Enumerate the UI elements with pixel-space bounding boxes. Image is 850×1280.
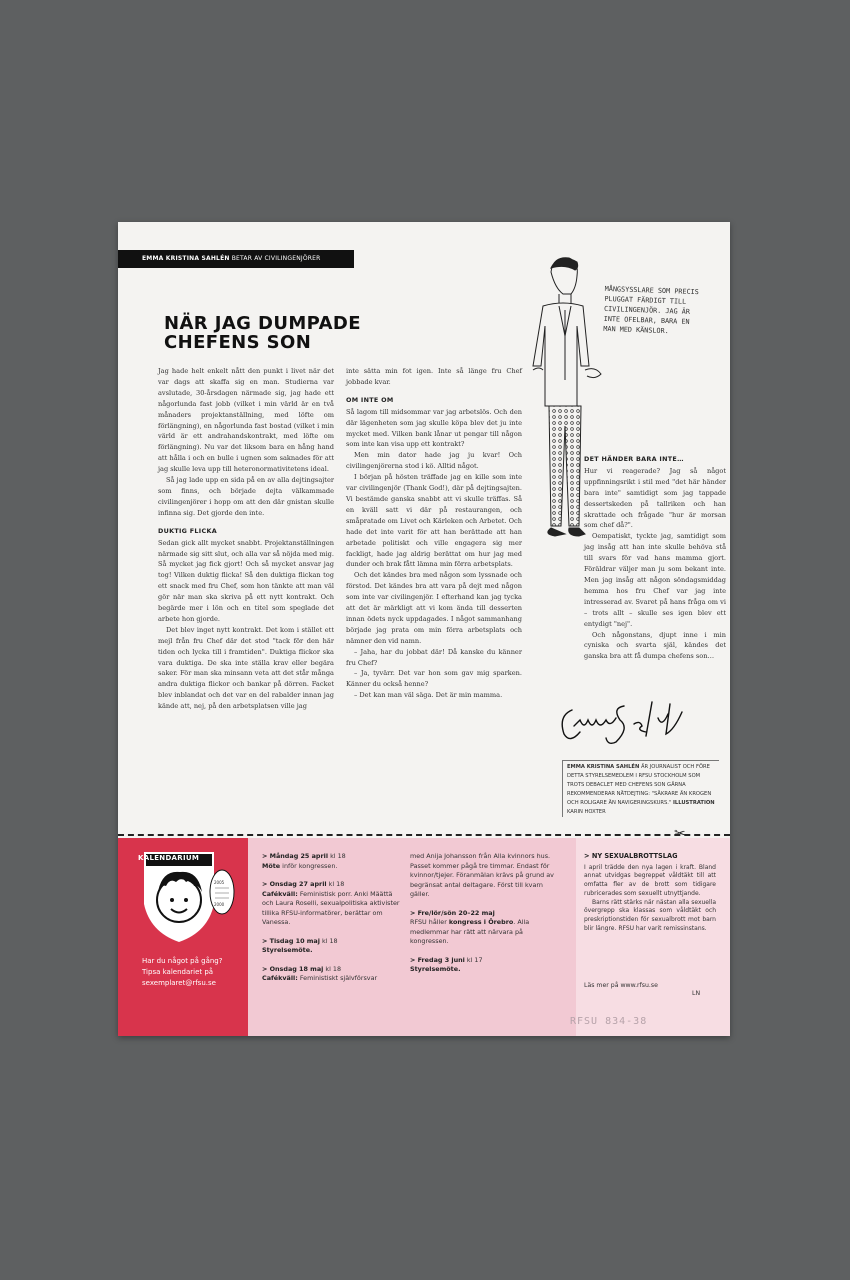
year-2005: 2005: [214, 880, 225, 885]
read-more-link[interactable]: Läs mer på www.rfsu.se: [584, 982, 658, 989]
paragraph: Det blev inget nytt kontrakt. Det kom i stället ett mejl från fru Chef där det stod "tack för den här tiden och lycka till i framtiden". Duktiga flickor ska vara duktiga. De ska inte ställa krav eller begära saker. För man ska minsann veta att det står många andra duktiga flickor och bankar på dörren. Facket blev inblandat och det var en del rabalder innan jag kände att, nej, på den arbetsplatsen ville jag: [158, 625, 334, 711]
event-date: > Tisdag 10 maj: [262, 936, 320, 945]
article-column-2: [346, 366, 522, 701]
event-item: [262, 880, 402, 928]
subheading-om-inte-om: OM INTE OM: [346, 395, 394, 404]
events-column-2: [410, 852, 560, 984]
paragraph: Oempatiskt, tyckte jag, samtidigt som jag insåg att han inte skulle behöva stå till svars för vad hans mamma gjort. Föräldrar väljer man ju som bekant inte. Men jag insåg att någon söndagsmiddag hemma hos fru Chef var jag inte intresserad av. Svaret på hans fråga om vi – trots allt – skulle ses igen blev ett entydigt "nej".: [584, 532, 726, 628]
event-time: kl 18: [323, 964, 342, 973]
paragraph: inte sätta min fot igen. Inte så länge fru Chef jobbade kvar.: [346, 367, 522, 386]
event-time: kl 18: [328, 852, 346, 860]
tip-email: sexemplaret@rfsu.se: [142, 979, 216, 987]
paragraph: Och det kändes bra med någon som lyssnade och förstod. Det kändes bra att vara på dejt med någon som inte var civilingenjör. I efterhand kan jag tycka att det är märkligt att vi kom ända till desserten innan ödets nyck uppdagades. I något sammanhang började jag prata om min förra arbetsplats och nämner den vid namn.: [346, 571, 522, 645]
event-title: Styrelsemöte.: [410, 965, 461, 973]
news-heading: > NY SEXUALBROTTSLAG: [584, 852, 678, 860]
news-column: [584, 852, 716, 934]
paragraph: Hur vi reagerade? Jag så något uppfinningsrikt i stil med "det här händer bara inte" samtidigt som jag tappade dessertskeden på tallriken och han skrattade och frågade "hur är morsan som chef då?".: [584, 466, 726, 530]
event-item: [262, 937, 402, 956]
event-desc: Feministiskt självförsvar: [297, 974, 378, 982]
paragraph: Så lagom till midsommar var jag arbetslös. Och den där lägenheten som jag skulle köpa blev det ju inte mycket med. Vilken bank lånar ut pengar till någon som inte kan visa upp ett kontrakt?: [346, 407, 522, 449]
scissors-icon: ✂: [674, 826, 686, 842]
headline-line-1: NÄR JAG DUMPADE: [164, 313, 361, 334]
paragraph: – Det kan man väl säga. Det är min mamma.: [354, 691, 503, 700]
paragraph: I början på hösten träffade jag en kille som inte var civilingenjör (Thank God!), där på dejtingsajten. Vi bestämde ganska snabbt att vi skulle träffas. Så en kväll satt vi där på restaurangen, och småpratade om Livet och Kärleken och Arbetet. Och hade det inte varit för att han berättade att han arbetade politiskt och ville engagera sig mer fackligt, hade jag aldrig berättat om hur jag med dunder och brak fått lämna min förra arbetsplats.: [346, 473, 522, 569]
event-item: [410, 909, 560, 947]
event-desc: RFSU håller: [410, 918, 449, 926]
news-signature: LN: [692, 990, 701, 997]
article-headline: [164, 314, 424, 352]
event-title: kongress i Örebro: [448, 918, 514, 926]
paragraph: Så jag lade upp en sida på en av alla dejtingsajter som finns, och började dejta välkammade civilingenjörer i hopp om att den där gnistan skulle infinna sig. Det gjorde den inte.: [158, 476, 334, 517]
news-paragraph: Barns rätt stärks när nästan alla sexuella övergrepp ska klassas som våldtäkt och preskriptionstiden för sexualbrott mot barn blir längre. RFSU har varit remissinstans.: [584, 898, 716, 933]
byline-name: EMMA KRISTINA SAHLÉN: [142, 255, 230, 262]
event-continuation: med Anija Johansson från Alla kvinnors hus. Passet kommer pågå tre timmar. Endast för kvinnor/tjejer. Föranmälan krävs på grund av begränsat antal deltagare. Först till kvarn gäller.: [410, 852, 554, 898]
event-title: Cafékväll:: [262, 889, 298, 898]
paragraph: Sedan gick allt mycket snabbt. Projektanställningen närmade sig sitt slut, och alla var så nöjda med mig. Så mycket jag fick gjort! Och så mycket ansvar jag tog! Vilken duktig flicka! Så den duktiga flickan tog ett snack med fru Chef, som hon tänkte att man väl gör när man ska skriva på ett nytt kontrakt. Och begärde mer i lön och en titel som speglade det arbete hon gjorde.: [158, 538, 334, 623]
handwritten-line: CIVILINGENJÖR. JAG ÄR: [603, 304, 691, 316]
event-date: > Onsdag 27 april: [262, 880, 327, 888]
cut-line: [118, 834, 730, 836]
event-date: > Fredag 3 juni: [410, 955, 465, 964]
author-signature: [554, 696, 694, 752]
bio-text: ÄR JOURNALIST OCH FÖRE DETTA STYRELSEMEDLEM I RFSU STOCKHOLM SOM TROTS DEBACLET MED CHEFENS SON GÄRNA REKOMMENDERAR NÄTDEJTING: "SÄKRARE ÄN KROGEN OCH ROLIGARE ÄN NAVIGERINGSKURS.": [567, 764, 712, 806]
event-item: [262, 852, 402, 871]
article-column-1: [158, 366, 334, 712]
event-title: Styrelsemöte.: [262, 946, 313, 954]
event-item: [410, 956, 560, 975]
article-column-3: [584, 454, 726, 662]
paragraph: Jag hade helt enkelt nått den punkt i livet när det var dags att skaffa sig en man. Studierna var avslutade, 30-årsdagen närmade sig, jag hade ett någorlunda fast jobb (vilket i min värld är en två månaders projektanställning, med löfte om förlängning), en någorlunda fast bostad (vilket i min värld är ett andrahandskontrakt, med löfte om förlängning). Nu var det liksom bara en hång hand att hålla i och en bulle i ugnen som saknades för att jag skulle leva upp till heteronormativitetens ideal.: [158, 367, 334, 474]
subheading-det-hander-bara-inte: DET HÄNDER BARA INTE…: [584, 455, 684, 463]
event-time: kl 18: [326, 880, 345, 888]
paragraph: Men min dator hade jag ju kvar! Och civilingenjörerna stod i kö. Alltid något.: [346, 451, 522, 471]
event-date: > Onsdag 18 maj: [262, 964, 324, 973]
byline-bar: [118, 250, 354, 268]
kalendarium-title: KALENDARIUM: [138, 854, 200, 862]
year-2000: 2000: [214, 902, 225, 907]
event-desc: Feministisk porr. Anki Määttä och Laura Roselli, sexualpolitiska aktivister tillika RFSU-informatörer, berättar om Vanessa.: [262, 889, 400, 926]
bio-illustration-label: ILLUSTRATION: [672, 800, 715, 806]
handwritten-line: MAN MED KÄNSLOR.: [603, 324, 669, 336]
event-desc: inför kongressen.: [280, 861, 338, 870]
tip-line: Tipsa kalendariet på: [142, 968, 214, 976]
bio-name: EMMA KRISTINA SAHLÉN: [567, 764, 640, 770]
event-item: [262, 965, 402, 984]
bio-illustrator: KARIN HOXTER: [567, 809, 606, 815]
event-title: Cafékväll:: [262, 974, 298, 982]
handwritten-line: INTE OFELBAR, BARA EN: [603, 314, 690, 326]
handwritten-caption: [603, 284, 725, 338]
event-desc: . Alla medlemmar har rätt att närvara på kongressen.: [410, 918, 530, 945]
kalendarium-tip: [142, 956, 242, 989]
subheading-duktig-flicka: DUKTIG FLICKA: [158, 526, 217, 535]
event-date: > Fre/lör/sön 20–22 maj: [410, 908, 495, 917]
event-time: kl 18: [319, 936, 338, 945]
tip-line: Har du något på gång?: [142, 957, 223, 965]
magazine-page: [118, 222, 730, 1036]
paragraph: – Jaha, har du jobbat där! Då kanske du känner fru Chef?: [346, 647, 522, 667]
pencil-archive-mark: RFSU 834-38: [570, 1016, 648, 1027]
author-bio: [562, 760, 719, 817]
events-column-1: [262, 852, 402, 993]
handwritten-line: PLUGGAT FÄRDIGT TILL: [604, 294, 687, 306]
news-paragraph: I april trädde den nya lagen i kraft. Bland annat utvidgas begreppet våldtäkt till att omfatta fler av de brott som tidigare rubricerades som sexuellt utnyttjande.: [584, 863, 716, 897]
headline-line-2: CHEFENS SON: [164, 332, 312, 353]
kalendarium-emblem: [130, 848, 238, 948]
kalendarium-box: [118, 838, 248, 1036]
byline-text: BETAR AV CIVILINGENJÖRER: [229, 255, 321, 262]
event-title: Möte: [262, 861, 281, 870]
event-time: kl 17: [464, 955, 483, 964]
paragraph: Och någonstans, djupt inne i min cyniska och svarta själ, kändes det ganska bra att få dumpa chefens son…: [584, 630, 726, 661]
paragraph: – Ja, tyvärr. Det var hon som gav mig sparken. Känner du också henne?: [346, 669, 522, 689]
event-date: > Måndag 25 april: [262, 852, 329, 860]
handwritten-line: MÅNGSYSSLARE SOM PRECIS: [604, 284, 699, 297]
